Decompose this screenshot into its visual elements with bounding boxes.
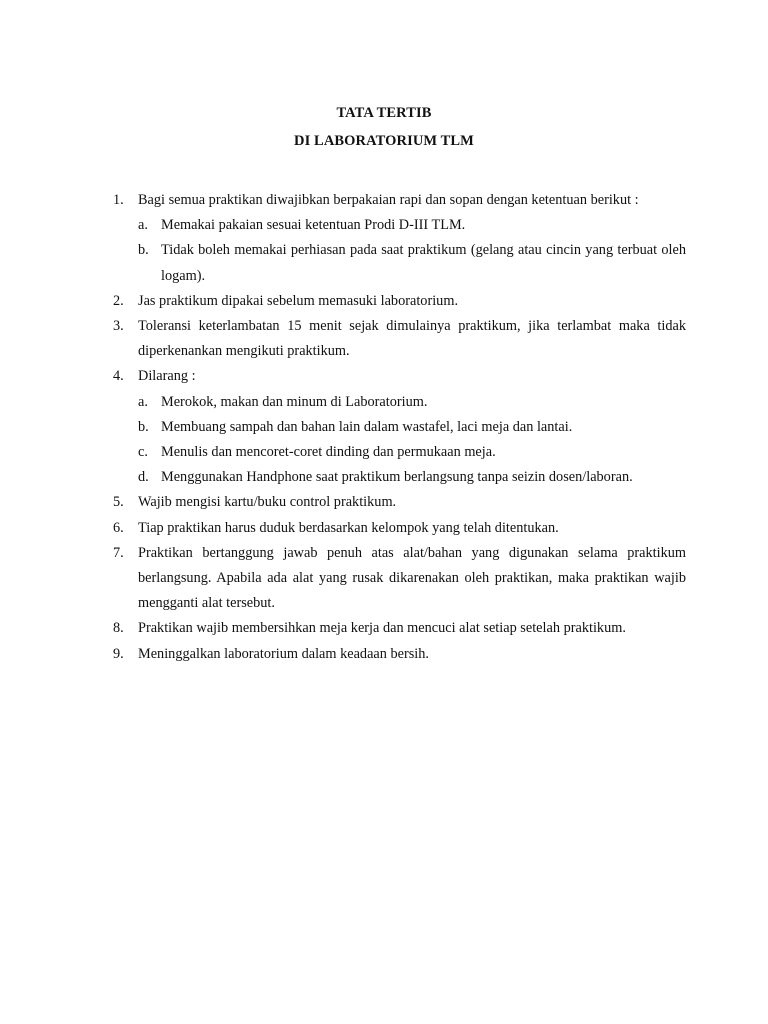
rule-item-3 [113, 314, 686, 364]
document-title: TATA TERTIB [336, 105, 432, 121]
sub-rule-letter: c. [138, 444, 148, 461]
rule-text: Meninggalkan laboratorium dalam keadaan bersih. [138, 645, 429, 662]
rule-text: Praktikan wajib membersihkan meja kerja dan mencuci alat setiap setelah praktikum. [138, 620, 626, 637]
sub-rule-letter: a. [138, 393, 148, 410]
sub-rule-letter: b. [138, 242, 149, 259]
rule-number: 7. [113, 544, 124, 561]
rule-text: Tiap praktikan harus duduk berdasarkan kelompok yang telah ditentukan. [138, 519, 559, 536]
sub-rule-item-1b [113, 238, 686, 288]
sub-rule-item-1a [113, 213, 686, 238]
rule-number: 8. [113, 620, 124, 637]
rule-item-7 [113, 541, 686, 617]
rule-number: 1. [113, 192, 124, 208]
sub-rule-text: Merokok, makan dan minum di Laboratorium. [161, 393, 428, 410]
rule-number: 9. [113, 645, 124, 662]
sub-rule-item-4c [113, 440, 686, 465]
rules-list [113, 188, 686, 667]
rule-item-4 [113, 364, 686, 389]
sub-rule-text: Memakai pakaian sesuai ketentuan Prodi D-III TLM. [161, 217, 466, 234]
sub-rule-item-4a [113, 390, 686, 415]
rule-item-2 [113, 289, 686, 314]
rule-text: Toleransi keterlambatan 15 menit sejak dimulainya praktikum, jika terlambat maka tidak diperkenankan mengikuti praktikum. [138, 318, 686, 360]
sub-rule-item-4d [113, 465, 686, 490]
document-subtitle: DI LABORATORIUM TLM [294, 133, 474, 149]
rule-item-9 [113, 642, 686, 667]
rule-item-1 [113, 188, 686, 213]
sub-rule-text: Membuang sampah dan bahan lain dalam wastafel, laci meja dan lantai. [161, 418, 573, 435]
rule-number: 6. [113, 519, 124, 536]
sub-rule-text: Tidak boleh memakai perhiasan pada saat praktikum (gelang atau cincin yang terbuat oleh logam). [161, 242, 686, 284]
sub-rule-text: Menggunakan Handphone saat praktikum berlangsung tanpa seizin dosen/laboran. [161, 469, 633, 486]
rule-item-6 [113, 516, 686, 541]
rule-item-5 [113, 490, 686, 515]
rule-number: 5. [113, 494, 124, 511]
rule-text: Bagi semua praktikan diwajibkan berpakaian rapi dan sopan dengan ketentuan berikut : [138, 192, 639, 208]
rule-text: Wajib mengisi kartu/buku control praktikum. [138, 494, 397, 511]
rule-text: Jas praktikum dipakai sebelum memasuki laboratorium. [138, 292, 459, 309]
rule-number: 2. [113, 292, 124, 309]
sub-rule-letter: b. [138, 418, 149, 435]
sub-rule-item-4b [113, 415, 686, 440]
rule-number: 3. [113, 318, 124, 335]
rule-text: Praktikan bertanggung jawab penuh atas alat/bahan yang digunakan selama praktikum berlangsung. Apabila ada alat yang rusak dikarenakan oleh praktikan, maka praktikan wajib mengganti alat tersebut. [138, 544, 686, 612]
rule-text: Dilarang : [138, 368, 196, 385]
rule-number: 4. [113, 368, 124, 385]
sub-rule-letter: a. [138, 217, 148, 234]
sub-rule-letter: d. [138, 469, 149, 486]
sub-rule-text: Menulis dan mencoret-coret dinding dan permukaan meja. [161, 444, 496, 461]
rule-item-8 [113, 616, 686, 641]
